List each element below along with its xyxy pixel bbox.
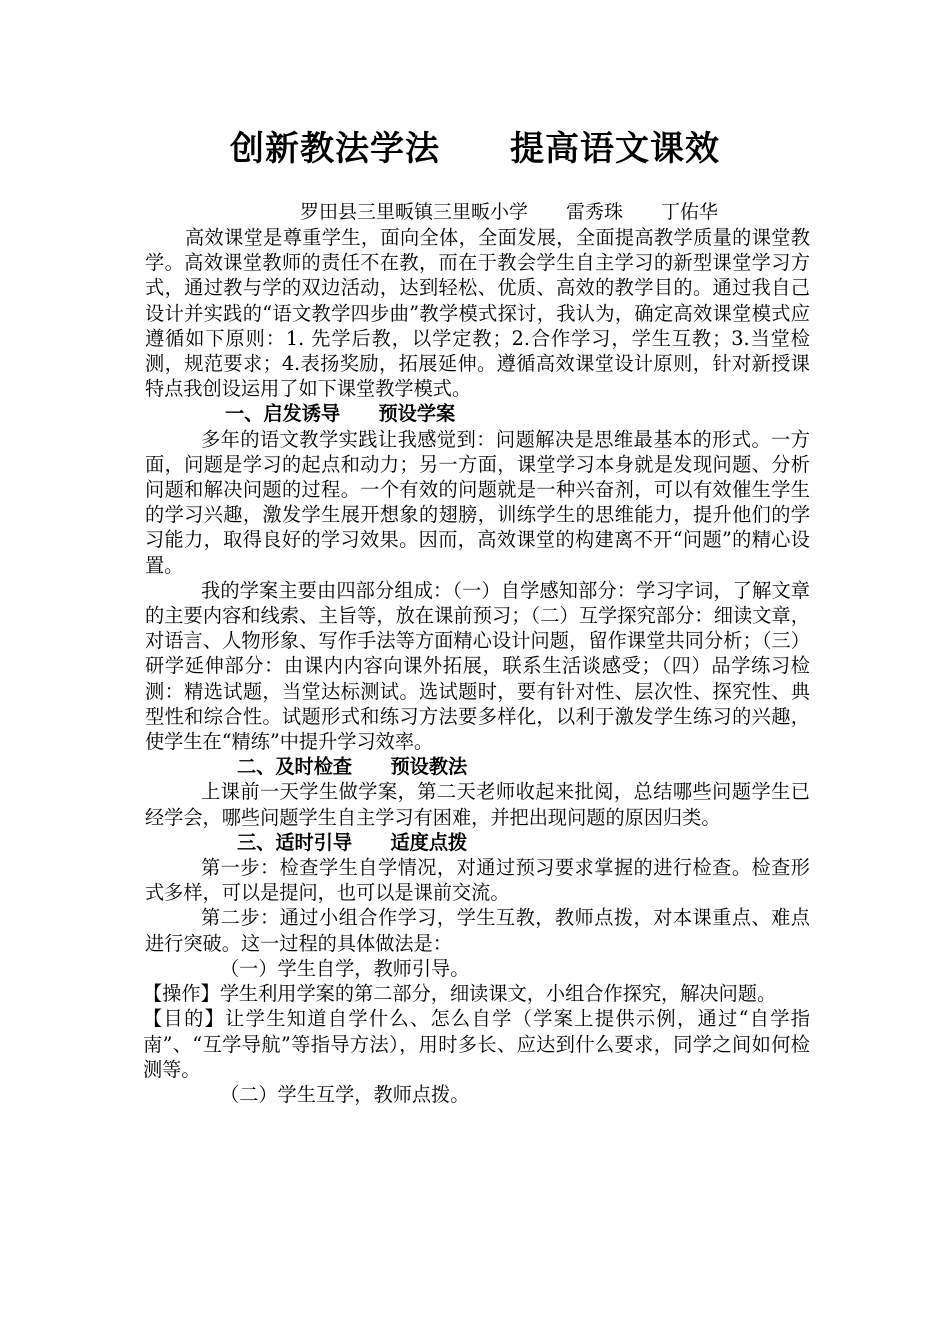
section-3-sub-2: （二）学生互学，教师点拨。 <box>220 1082 470 1106</box>
section-1-paragraph-1: 多年的语文教学实践让我感觉到：问题解决是思维最基本的形式。一方面，问题是学习的起点和动力；另一方面，课堂学习本身就是发现问题、分析问题和解决问题的过程。一个有效的问题就是一种兴奋剂，可以有效催生学生的学习兴趣，激发学生展开想象的翅膀，训练学生的思维能力，提升他们的学习能力，取得良好的学习效果。因而，高效课堂的构建离不开“问题”的精心设置。 <box>145 427 810 577</box>
section-1-paragraph-2: 我的学案主要由四部分组成：（一）自学感知部分：学习字词，了解文章的主要内容和线索、主旨等，放在课前预习；（二）互学探究部分：细读文章，对语言、人物形象、写作手法等方面精心设计问题，留作课堂共同分析；（三）研学延伸部分：由课内内容向课外拓展，联系生活谈感受；（四）品学练习检测：精选试题，当堂达标测试。选试题时，要有针对性、层次性、探究性、典型性和综合性。试题形式和练习方法要多样化，以利于激发学生练习的兴趣，使学生在“精练”中提升学习效率。 <box>145 578 810 754</box>
purpose-paragraph: 【目的】让学生知道自学什么、怎么自学（学案上提供示例，通过“自学指南”、“互学导航”等指导方法），用时多长、应达到什么要求，同学之间如何检测等。 <box>143 1007 810 1081</box>
section-2-paragraph-1: 上课前一天学生做学案，第二天老师收起来批阅，总结哪些问题学生已经学会，哪些问题学生自主学习有困难，并把出现问题的原因归类。 <box>145 780 810 829</box>
section-2-heading: 二、及时检查 预设教法 <box>237 755 468 779</box>
section-1-heading: 一、启发诱导 预设学案 <box>225 402 456 426</box>
intro-paragraph: 高效课堂是尊重学生，面向全体，全面发展，全面提高教学质量的课堂教学。高效课堂教师的责任不在教，而在于教会学生自主学习的新型课堂学习方式，通过教与学的双边活动，达到轻松、优质、高效的教学目的。通过我自己设计并实践的“语文教学四步曲”教学模式探讨，我认为，确定高效课堂模式应遵循如下原则：1. 先学后教，以学定教；2.合作学习，学生互教；3.当堂检测，规范要求；4.表扬奖励，拓展延伸。遵循高效课堂设计原则，针对新授课特点我创设运用了如下课堂教学模式。 <box>145 226 810 401</box>
operation-paragraph: 【操作】学生利用学案的第二部分，细读课文，小组合作探究，解决问题。 <box>143 982 777 1006</box>
section-3-step-2: 第二步：通过小组合作学习，学生互教，教师点拨，对本课重点、难点进行突破。这一过程的具体做法是： <box>145 906 810 955</box>
document-title: 创新教法学法 提高语文课效 <box>230 129 720 169</box>
section-3-sub-1: （一）学生自学，教师引导。 <box>220 956 470 980</box>
author-line: 罗田县三里畈镇三里畈小学 雷秀珠 丁佑华 <box>300 201 719 223</box>
document-body <box>145 225 810 1107</box>
section-3-step-1: 第一步：检查学生自学情况，对通过预习要求掌握的进行检查。检查形式多样，可以是提问，也可以是课前交流。 <box>145 856 810 905</box>
section-3-heading: 三、适时引导 适度点拨 <box>237 830 468 854</box>
